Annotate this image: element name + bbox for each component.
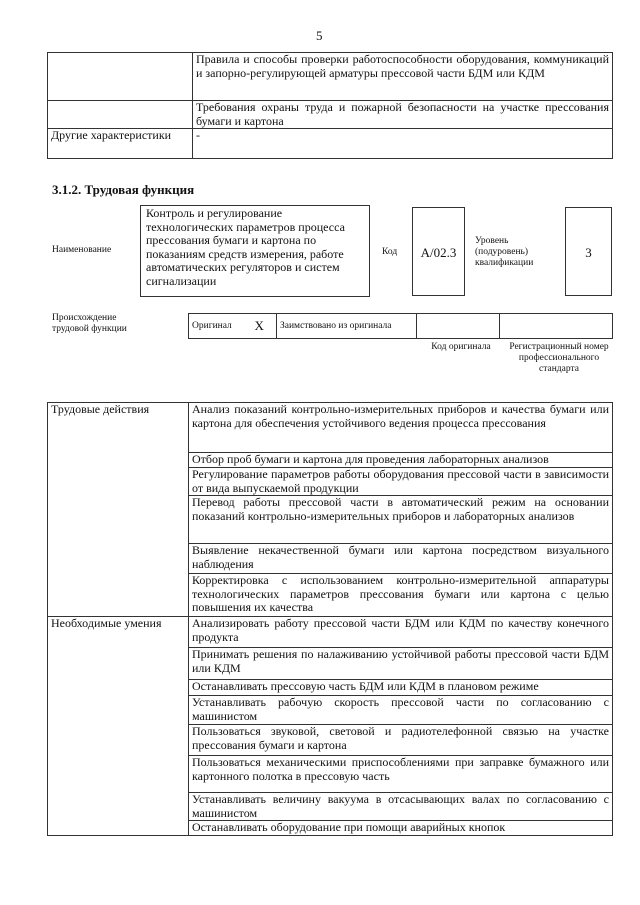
skill-item: Принимать решения по налаживанию устойчивой работы прессовой части БДМ или КДМ [189,648,613,680]
qualification-level: 3 [565,207,612,296]
skill-item: Пользоваться звуковой, световой и радиотелефонной связью на участке прессования бумаги и картона [189,725,613,756]
action-item: Анализ показаний контрольно-измерительных приборов и качества бумаги или картона для обеспечения устойчивого ведения процесса прессования [189,403,613,453]
empty-cell [48,53,193,101]
action-item: Корректировка с использованием контрольно-измерительной аппаратуры технологических параметров прессования бумаги или картона с целью повышения их качества [189,574,613,617]
page-number: 5 [316,28,323,43]
reg-number-cell [500,314,613,339]
name-label: Наименование [52,245,112,255]
function-name: Контроль и регулирование технологических параметров процесса прессования бумаги и картона по показаниям средств измерения, работе автоматических регуляторов и систем сигнализации [140,205,370,297]
table-cell: Требования охраны труда и пожарной безопасности на участке прессования бумаги и картона [193,101,613,129]
origin-table [188,313,613,339]
original-mark: X [252,314,277,339]
original-label: Оригинал [189,314,252,339]
top-table [47,52,613,159]
action-item: Регулирование параметров работы оборудования прессовой части в зависимости от вида выпускаемой продукции [189,468,613,496]
skill-item: Устанавливать величину вакуума в отсасывающих валах по согласованию с машинистом [189,793,613,821]
skill-item: Останавливать оборудование при помощи аварийных кнопок [189,821,613,836]
skill-item: Анализировать работу прессовой части БДМ или КДМ по качеству конечного продукта [189,617,613,648]
main-table [47,402,613,836]
code-label: Код [382,247,398,257]
skill-item: Останавливать прессовую часть БДМ или КДМ в плановом режиме [189,680,613,696]
original-code-cell [417,314,500,339]
level-label: Уровень (подуровень) квалификации [475,236,534,268]
section-title: 3.1.2. Трудовая функция [52,182,195,197]
borrowed-label: Заимствовано из оригинала [277,314,417,339]
action-item: Перевод работы прессовой части в автоматический режим на основании показаний контрольно-измерительных приборов и лабораторных анализов [189,496,613,544]
action-item: Выявление некачественной бумаги или картона посредством визуального наблюдения [189,544,613,574]
function-code: A/02.3 [412,207,465,296]
table-cell: - [193,129,613,159]
actions-label: Трудовые действия [48,403,189,617]
origin-label: Происхождение трудовой функции [52,313,127,334]
skill-item: Пользоваться механическими приспособлениями при заправке бумажного или картонного полотка в прессовую часть [189,756,613,793]
skill-item: Устанавливать рабочую скорость прессовой части по согласованию с машинистом [189,696,613,725]
code-caption: Код оригинала [431,342,491,352]
empty-cell [48,101,193,129]
row-label: Другие характеристики [48,129,193,159]
table-cell: Правила и способы проверки работоспособности оборудования, коммуникаций и запорно-регулирующей арматуры прессовой части БДМ или КДМ [193,53,613,101]
reg-caption: Регистрационный номер профессионального стандарта [509,342,609,374]
action-item: Отбор проб бумаги и картона для проведения лабораторных анализов [189,453,613,468]
skills-label: Необходимые умения [48,617,189,836]
